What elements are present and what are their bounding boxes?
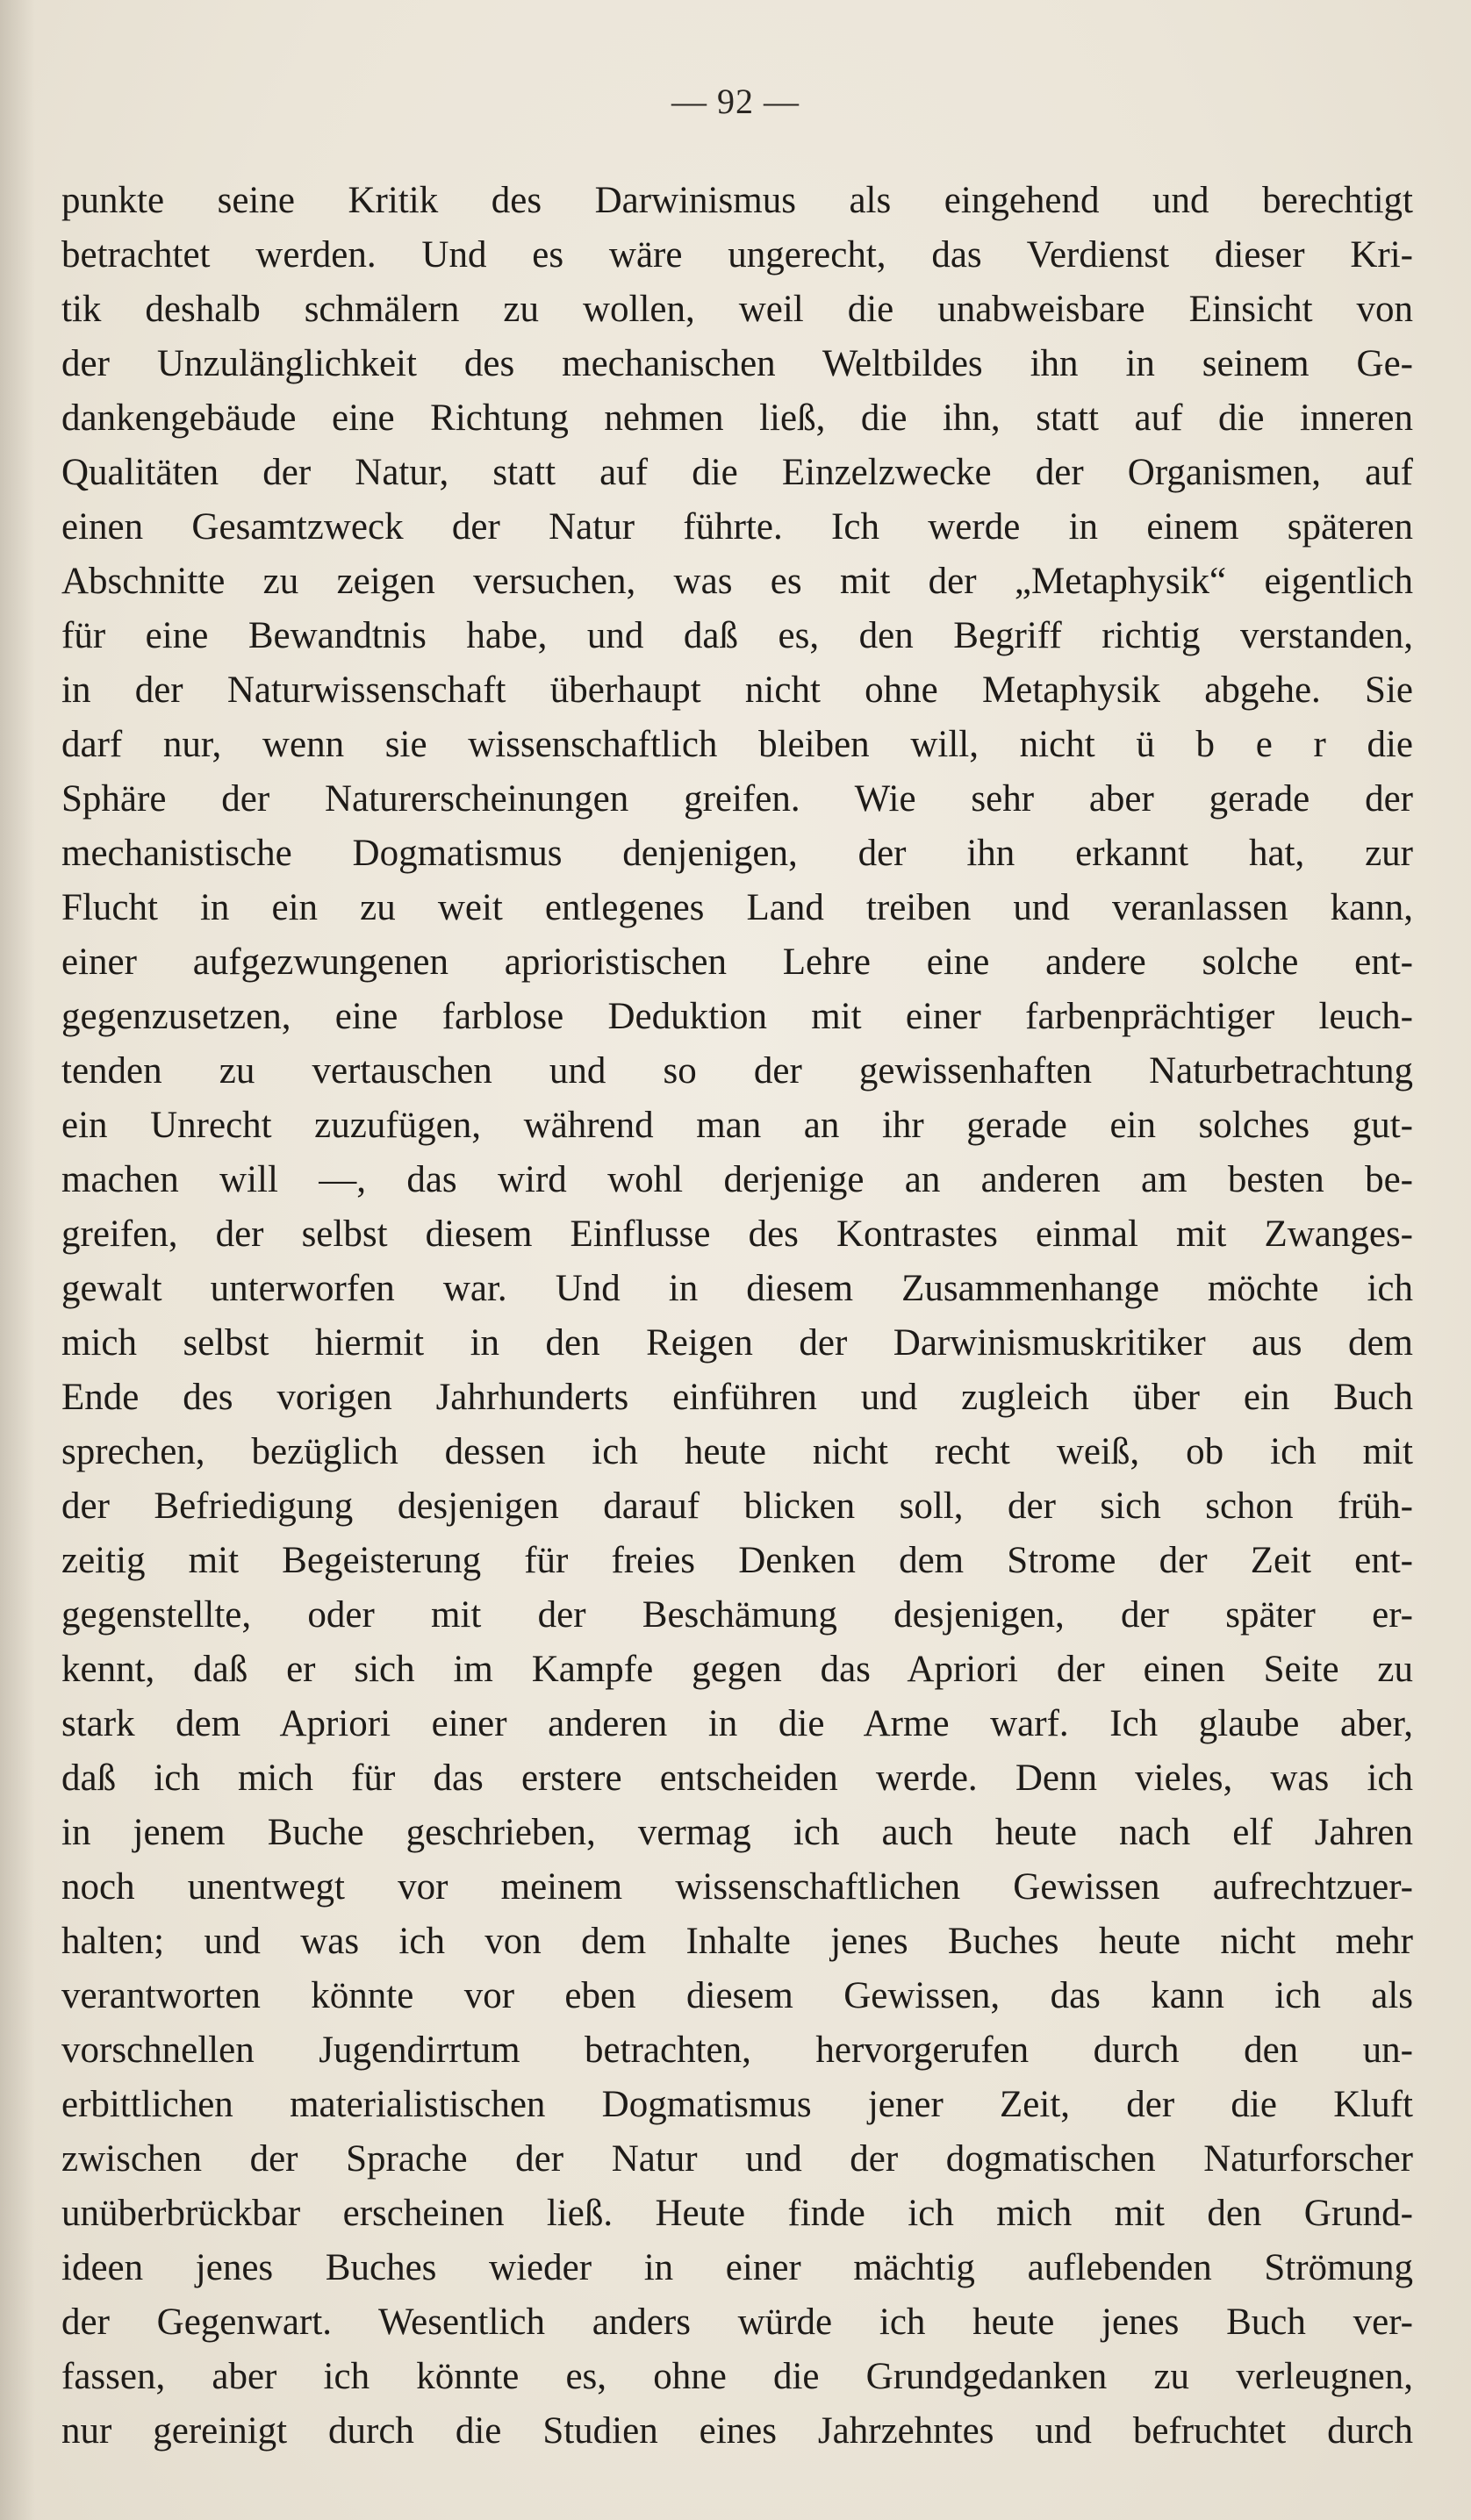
text-line: nur gereinigt durch die Studien eines Jahrzehntes und befruchtet durch	[61, 2410, 1413, 2452]
text-line: daß ich mich für das erstere entscheiden werde. Denn vieles, was ich	[61, 1758, 1413, 1799]
text-line: halten; und was ich von dem Inhalte jenes Buches heute nicht mehr	[61, 1921, 1413, 1962]
text-line: stark dem Apriori einer anderen in die Arme warf. Ich glaube aber,	[61, 1703, 1413, 1744]
text-line: sprechen, bezüglich dessen ich heute nicht recht weiß, ob ich mit	[61, 1431, 1413, 1472]
text-line: der Befriedigung desjenigen darauf blicken soll, der sich schon früh-	[61, 1486, 1413, 1527]
text-line: tenden zu vertauschen und so der gewissenhaften Naturbetrachtung	[61, 1050, 1413, 1092]
text-line: betrachtet werden. Und es wäre ungerecht, das Verdienst dieser Kri-	[61, 234, 1413, 276]
text-line: in jenem Buche geschrieben, vermag ich auch heute nach elf Jahren	[61, 1812, 1413, 1853]
text-line: Qualitäten der Natur, statt auf die Einzelzwecke der Organismen, auf	[61, 452, 1413, 493]
text-line: gewalt unterworfen war. Und in diesem Zusammenhange möchte ich	[61, 1268, 1413, 1309]
text-line: Sphäre der Naturerscheinungen greifen. Wie sehr aber gerade der	[61, 778, 1413, 820]
text-line: Abschnitte zu zeigen versuchen, was es mit der „Metaphysik“ eigentlich	[61, 561, 1413, 602]
text-line: zwischen der Sprache der Natur und der dogmatischen Naturforscher	[61, 2138, 1413, 2180]
text-line: tik deshalb schmälern zu wollen, weil die unabweisbare Einsicht von	[61, 289, 1413, 330]
body-text	[61, 174, 1413, 2459]
text-line: erbittlichen materialistischen Dogmatismus jener Zeit, der die Kluft	[61, 2084, 1413, 2125]
text-line: greifen, der selbst diesem Einflusse des Kontrastes einmal mit Zwanges-	[61, 1213, 1413, 1255]
text-line: Flucht in ein zu weit entlegenes Land treiben und veranlassen kann,	[61, 887, 1413, 928]
text-line: einen Gesamtzweck der Natur führte. Ich werde in einem späteren	[61, 506, 1413, 548]
text-line: zeitig mit Begeisterung für freies Denken dem Strome der Zeit ent-	[61, 1540, 1413, 1581]
text-line: fassen, aber ich könnte es, ohne die Grundgedanken zu verleugnen,	[61, 2356, 1413, 2397]
text-line: mechanistische Dogmatismus denjenigen, der ihn erkannt hat, zur	[61, 833, 1413, 874]
text-line: mich selbst hiermit in den Reigen der Darwinismuskritiker aus dem	[61, 1322, 1413, 1364]
text-line: kennt, daß er sich im Kampfe gegen das Apriori der einen Seite zu	[61, 1649, 1413, 1690]
text-line: verantworten könnte vor eben diesem Gewissen, das kann ich als	[61, 1975, 1413, 2016]
text-line: gegenzusetzen, eine farblose Deduktion mit einer farbenprächtiger leuch-	[61, 996, 1413, 1037]
text-line: für eine Bewandtnis habe, und daß es, den Begriff richtig verstanden,	[61, 615, 1413, 656]
text-line: unüberbrückbar erscheinen ließ. Heute finde ich mich mit den Grund-	[61, 2193, 1413, 2234]
text-line: darf nur, wenn sie wissenschaftlich bleiben will, nicht ü b e r die	[61, 724, 1413, 765]
text-line: punkte seine Kritik des Darwinismus als eingehend und berechtigt	[61, 180, 1413, 221]
text-line: der Gegenwart. Wesentlich anders würde ich heute jenes Buch ver-	[61, 2302, 1413, 2343]
text-line: noch unentwegt vor meinem wissenschaftlichen Gewissen aufrechtzuer-	[61, 1866, 1413, 1908]
text-line: in der Naturwissenschaft überhaupt nicht ohne Metaphysik abgehe. Sie	[61, 669, 1413, 711]
text-line: der Unzulänglichkeit des mechanischen Weltbildes ihn in seinem Ge-	[61, 343, 1413, 384]
page-number: — 92 —	[671, 82, 800, 121]
text-line: vorschnellen Jugendirrtum betrachten, hervorgerufen durch den un-	[61, 2030, 1413, 2071]
text-line: Ende des vorigen Jahrhunderts einführen und zugleich über ein Buch	[61, 1377, 1413, 1418]
spine-shadow	[0, 0, 35, 2520]
text-line: ein Unrecht zuzufügen, während man an ihr gerade ein solches gut-	[61, 1105, 1413, 1146]
text-line: dankengebäude eine Richtung nehmen ließ, die ihn, statt auf die inneren	[61, 397, 1413, 439]
text-line: gegenstellte, oder mit der Beschämung desjenigen, der später er-	[61, 1594, 1413, 1636]
text-line: machen will —, das wird wohl derjenige an anderen am besten be-	[61, 1159, 1413, 1200]
text-line: einer aufgezwungenen aprioristischen Lehre eine andere solche ent-	[61, 941, 1413, 983]
text-line: ideen jenes Buches wieder in einer mächtig auflebenden Strömung	[61, 2247, 1413, 2288]
